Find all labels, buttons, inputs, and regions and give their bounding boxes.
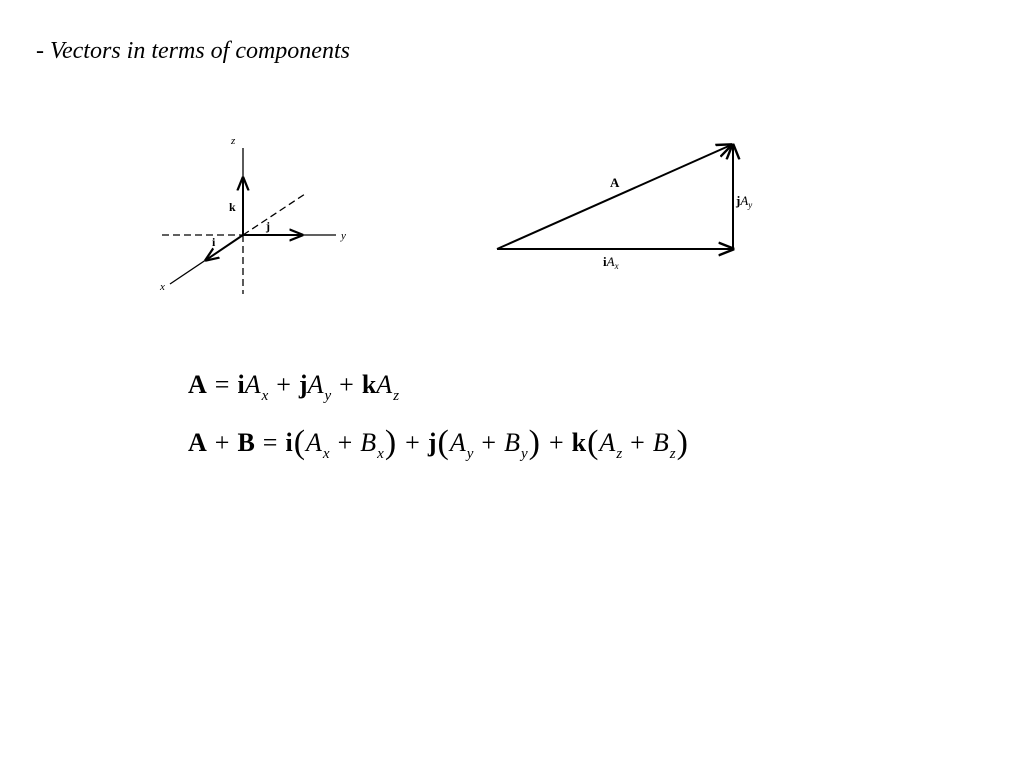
eq1-az: A: [376, 370, 393, 399]
eq2-az: A: [599, 428, 616, 457]
eq1-sub-x: x: [261, 388, 269, 404]
eq2-plus-x: +: [337, 428, 353, 457]
eq2-open-2: (: [437, 424, 449, 461]
eq1-ay: A: [307, 370, 324, 399]
x-component-sub: x: [614, 261, 619, 271]
x-axis-negative: [243, 194, 305, 235]
eq2-i: i: [285, 428, 293, 457]
slide-heading: [36, 38, 350, 65]
eq2-sub-ax: x: [322, 446, 330, 462]
eq2-bz: B: [652, 428, 669, 457]
heading-title: Vectors in terms of components: [50, 38, 350, 64]
eq2-plus-1: +: [405, 428, 420, 457]
coordinate-axes-diagram: [150, 125, 370, 305]
eq1-i: i: [237, 370, 245, 399]
equation-vector-sum: [188, 424, 689, 462]
eq2-close-1: ): [384, 424, 397, 461]
vector-triangle-diagram: [490, 135, 780, 275]
k-unit-label: k: [229, 200, 236, 214]
eq2-close-3: ): [676, 424, 688, 461]
eq2-equals: =: [262, 428, 278, 457]
i-unit-label: i: [212, 235, 216, 249]
y-axis-label: y: [341, 230, 346, 242]
j-unit-label: j: [266, 219, 270, 233]
y-component-var: A: [740, 193, 749, 208]
eq2-by: B: [504, 428, 520, 457]
eq2-j: j: [427, 428, 437, 457]
eq2-sub-ay: y: [466, 446, 474, 462]
eq2-ay: A: [449, 428, 466, 457]
z-axis-label: z: [231, 135, 236, 147]
x-component-unit: i: [603, 254, 607, 269]
eq2-k: k: [571, 428, 587, 457]
x-axis-label: x: [160, 281, 165, 293]
eq2-plus-lhs: +: [214, 428, 230, 457]
eq2-sub-bz: z: [669, 446, 676, 462]
eq2-plus-y: +: [481, 428, 497, 457]
eq1-sub-z: z: [393, 388, 400, 404]
eq1-sub-y: y: [324, 388, 332, 404]
eq2-open-3: (: [587, 424, 599, 461]
eq2-ax: A: [306, 428, 322, 457]
eq2-sub-by: y: [520, 446, 528, 462]
x-component-label: [603, 254, 619, 271]
eq2-close-2: ): [528, 424, 540, 461]
y-component-label: [735, 193, 752, 210]
eq1-plus-1: +: [276, 370, 291, 399]
eq2-open-1: (: [293, 424, 306, 461]
eq2-bx: B: [360, 428, 377, 457]
eq1-plus-2: +: [339, 370, 354, 399]
eq1-lhs: A: [188, 370, 207, 399]
eq2-b: B: [237, 428, 255, 457]
y-component-unit: j: [736, 193, 741, 208]
y-component-sub: y: [748, 200, 753, 210]
eq2-sub-az: z: [616, 446, 623, 462]
vector-a-label: A: [610, 175, 620, 190]
eq1-ax: A: [244, 370, 261, 399]
eq1-j: j: [298, 370, 308, 399]
eq2-plus-z: +: [630, 428, 645, 457]
eq2-a: A: [188, 428, 207, 457]
eq1-k: k: [361, 370, 377, 399]
heading-dash: -: [36, 38, 50, 64]
eq1-equals: =: [214, 370, 230, 399]
eq2-plus-2: +: [548, 428, 564, 457]
equation-vector-components: [188, 370, 400, 404]
x-component-var: A: [606, 254, 615, 269]
eq2-sub-bx: x: [377, 446, 384, 462]
vector-a-hypotenuse: [497, 145, 731, 249]
